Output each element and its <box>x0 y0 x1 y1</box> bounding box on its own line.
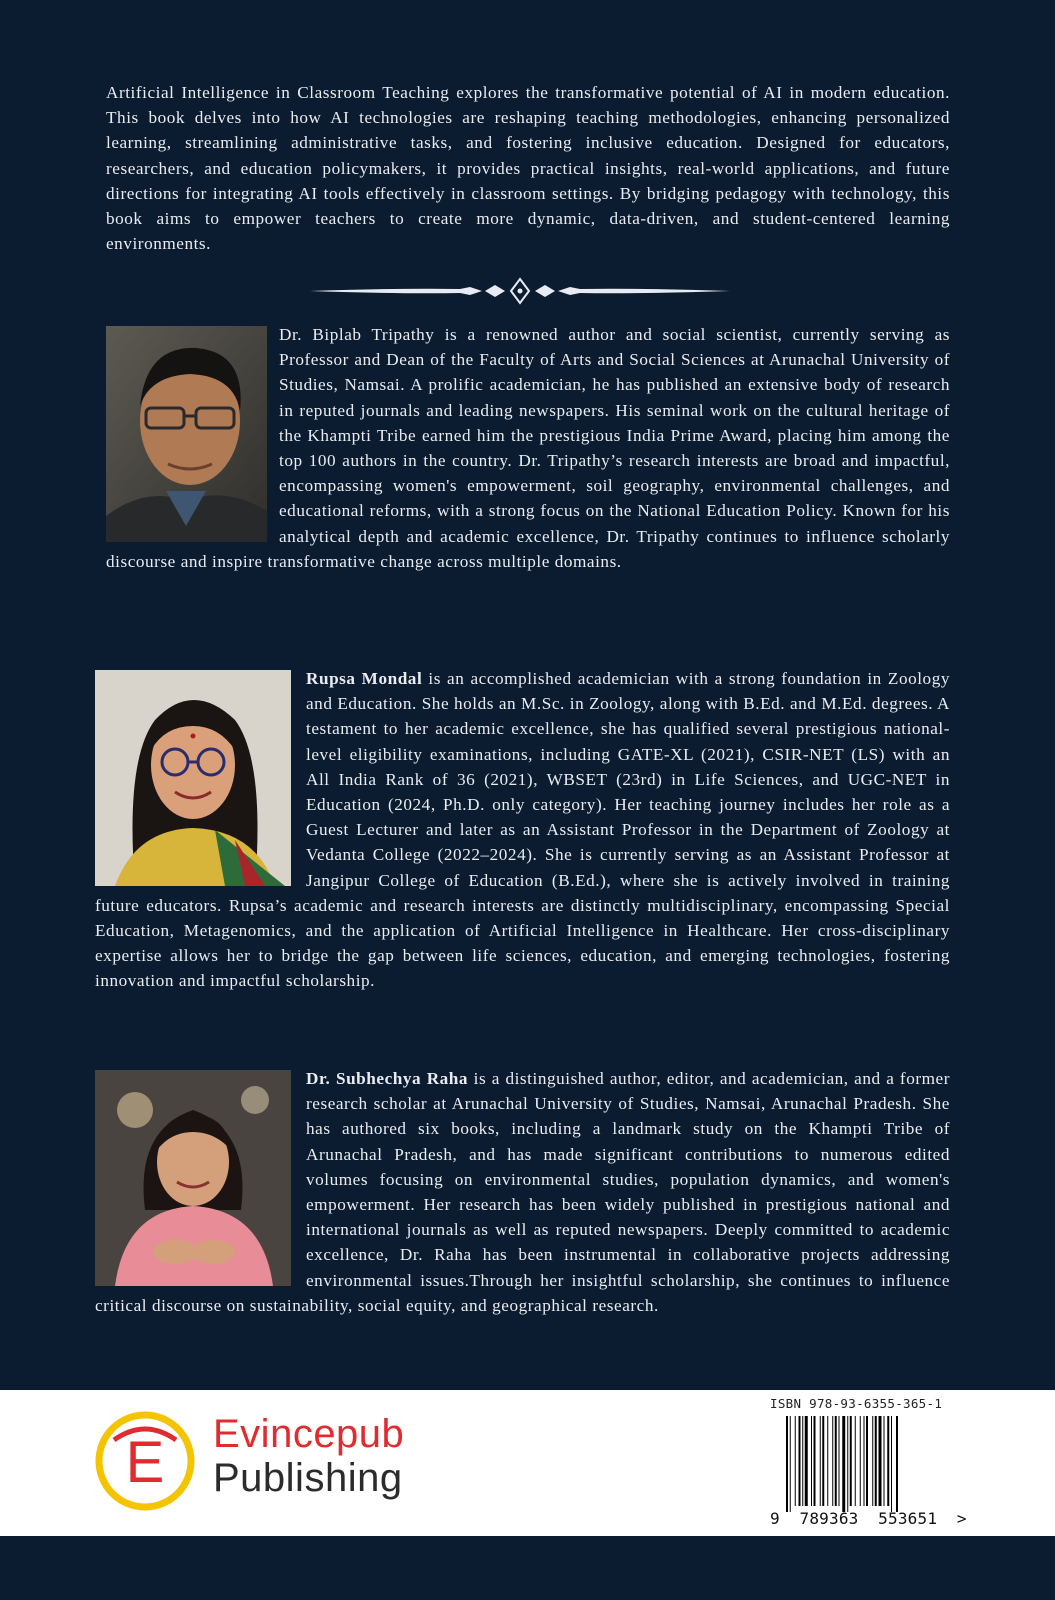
author-name: Rupsa Mondal <box>306 669 423 688</box>
author-photo-subhechya-raha <box>95 1070 291 1286</box>
author-bio-text: Dr. Biplab Tripathy is a renowned author and social scientist, currently serving as Professor and Dean of the Faculty of Arts and Social Sciences at Arunachal University of Studies, Namsai. A prolific academician, he has published an extensive body of research in reputed journals and leading newspapers. His seminal work on the cultural heritage of the Khampti Tribe earned him the prestigious India Prime Award, placing him among the top 100 authors in the country. Dr. Tripathy’s research interests are broad and impactful, encompassing women's empowerment, soil geography, environmental challenges, and educational reforms, with a strong focus on the National Education Policy. Known for his analytical depth and academic excellence, Dr. Tripathy continues to influence scholarly discourse and inspire transformative change across multiple domains. <box>106 325 950 571</box>
author-bio-text: is an accomplished academician with a strong foundation in Zoology and Education. She holds an M.Sc. in Zoology, along with B.Ed. and M.Ed. degrees. A testament to her academic excellence, she has qualified several prestigious national-level eligibility examinations, including GATE-XL (2021), CSIR-NET (LS) with an All India Rank of 36 (2021), WBSET (23rd) in Life Sciences, and UGC-NET in Education (2024, Ph.D. only category). Her teaching journey includes her role as a Guest Lecturer and later as an Assistant Professor in the Department of Zoology at Vedanta College (2022–2024). She is currently serving as an Assistant Professor at Jangipur College of Education (B.Ed.), where she is actively involved in training future educators. Rupsa’s academic and research interests are distinctly multidisciplinary, encompassing Special Education, Metagenomics, and the application of Artificial Intelligence in Healthcare. Her cross-disciplinary expertise allows her to bridge the gap between life sciences, education, and emerging technologies, fostering innovation and impactful scholarship. <box>95 669 950 991</box>
isbn-label: ISBN 978-93-6355-365-1 <box>770 1396 943 1411</box>
author-bio-text: is a distinguished author, editor, and academician, and a former research scholar at Arunachal University of Studies, Namsai, Arunachal Pradesh. She has authored six books, including a landmark study on the Khampti Tribe of Arunachal Pradesh, and has made significant contributions to numerous edited volumes focusing on environmental studies, population dynamics, and women's empowerment. Her research has been widely published in prestigious national and international journals as well as reputed newspapers. Deeply committed to academic excellence, Dr. Raha has been instrumental in collaborative projects addressing environmental issues.Through her insightful scholarship, she continues to influence critical discourse on sustainability, social equity, and geographical research. <box>95 1069 950 1315</box>
barcode-icon <box>786 1416 936 1512</box>
evincepub-logo-icon <box>94 1410 204 1512</box>
publisher-name-line1: Evincepub <box>213 1412 405 1456</box>
ornamental-divider <box>310 276 730 306</box>
book-description: Artificial Intelligence in Classroom Teaching explores the transformative potential of AI in modern education. This book delves into how AI technologies are reshaping teaching methodologies, enhancing personalized learning, streamlining administrative tasks, and fostering inclusive education. Designed for educators, researchers, and education policymakers, it provides practical insights, real-world applications, and future directions for integrating AI tools effectively in classroom settings. By bridging pedagogy with technology, this book aims to empower teachers to create more dynamic, data-driven, and student-centered learning environments. <box>106 83 950 254</box>
author-bio-subhechya-raha <box>95 1066 950 1318</box>
logo-letter: E <box>125 1430 165 1495</box>
author-photo-biplab-tripathy <box>106 326 267 542</box>
author-name: Dr. Subhechya Raha <box>306 1069 469 1088</box>
author-bio-rupsa-mondal <box>95 666 950 994</box>
barcode-digits: 9 789363 553651 > <box>770 1509 967 1528</box>
author-bio-biplab-tripathy <box>106 322 950 574</box>
author-photo-rupsa-mondal <box>95 670 291 886</box>
publisher-footer <box>0 1390 1055 1536</box>
publisher-name-line2: Publishing <box>213 1456 403 1500</box>
